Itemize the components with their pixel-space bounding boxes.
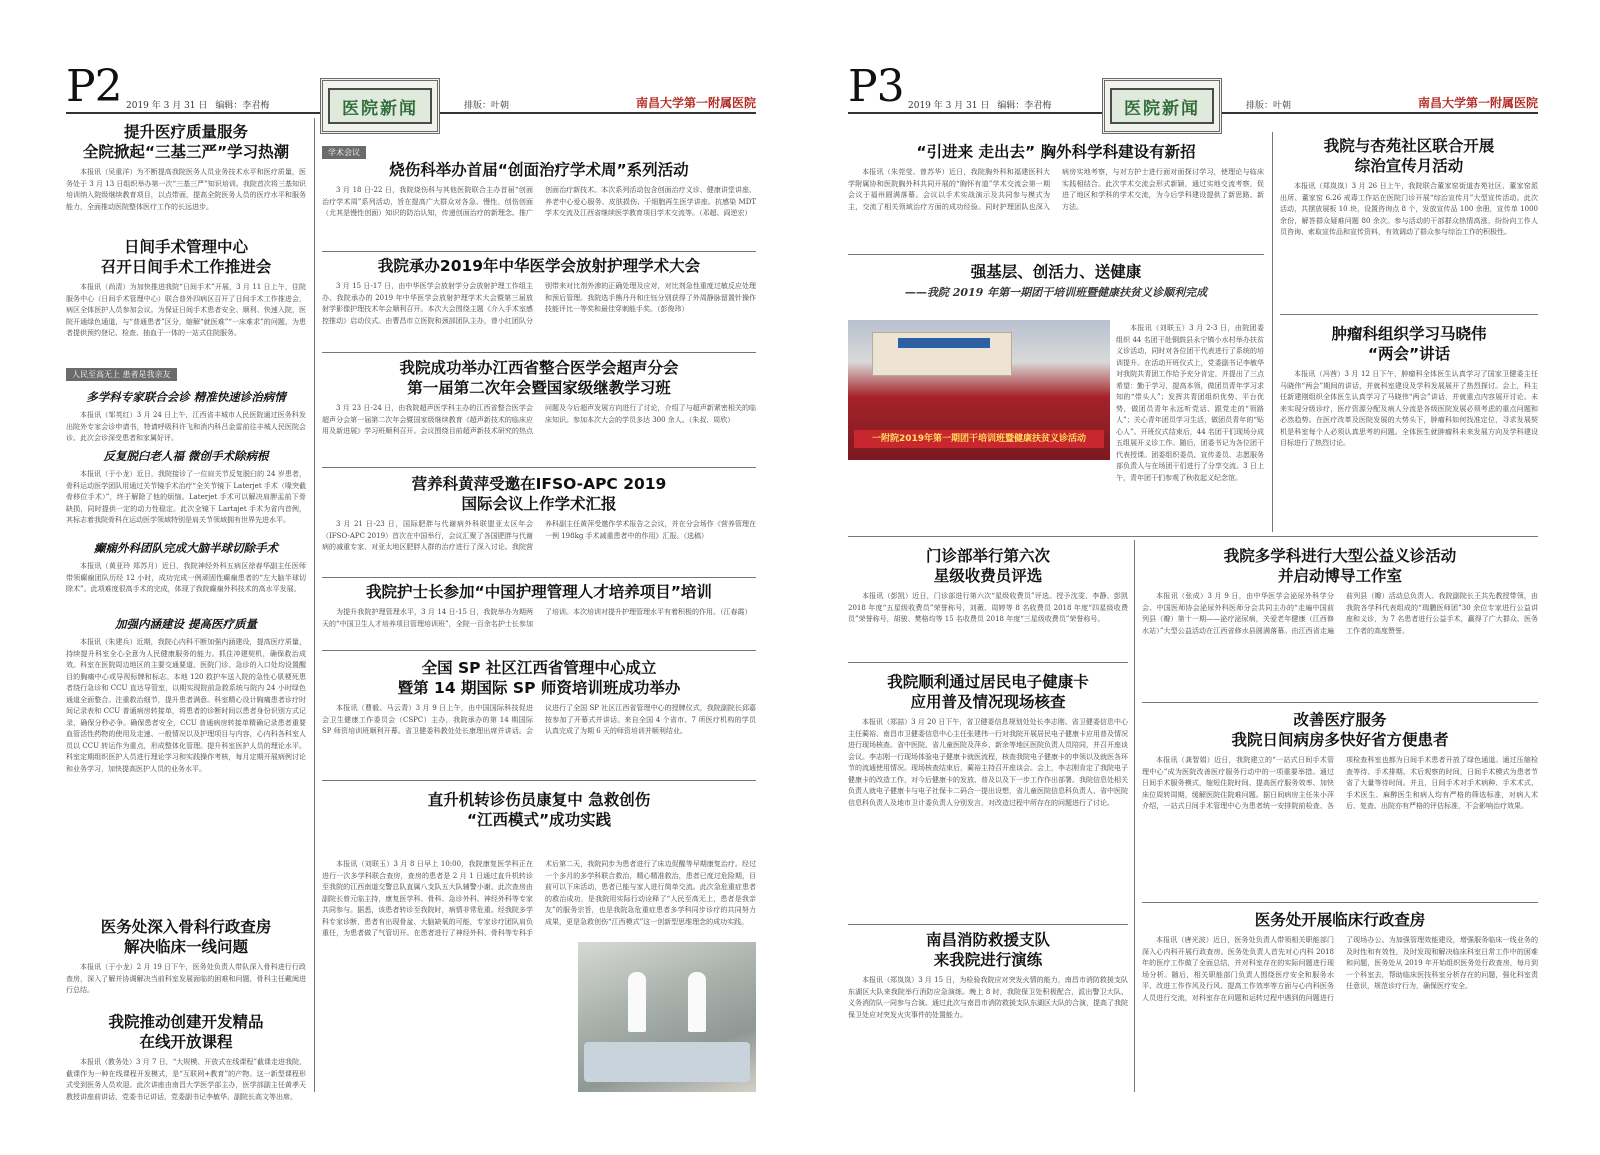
article[interactable] — [66, 536, 306, 612]
article[interactable] — [1142, 910, 1538, 1092]
article-title: 肿瘤科组织学习马晓伟 — [1331, 325, 1487, 343]
article-title: 应用普及情况现场核查 — [910, 693, 1066, 711]
article[interactable] — [1142, 546, 1538, 696]
group-photo — [848, 320, 1110, 460]
article-title: 直升机转诊伤员康复中 急救创伤 — [427, 791, 651, 809]
issue-date: 2019 年 3 月 31 日 — [908, 101, 990, 111]
article-title: 营养科黄萍受邀在IFSO-APC 2019 — [411, 475, 667, 493]
article-body: 本报讯（吴重洋）为不断提高我院医务人员业务技术水平和医疗质量，医务处于 3 月 13 日组织举办第一次“三基三严”知识培训。我院首次将三基知识培训纳入院级继续教育项目，以点带面，提高全院医务人员的医疗水平和服务能力，全面推动医院整体医疗工作的长远进步。 — [66, 168, 306, 211]
article-title: 我院日间病房多快好省方便患者 — [1231, 731, 1449, 749]
article-body: 3 月 15 日-17 日，由中华医学会放射学分会放射护理工作组主办、我院承办的 2019 年中华医学会放射护理学术大会暨第三届放射学影像护理技术年会顺利召开。本次大会围绕主题《介入手术室感控推动》启动仪式。由曹昌市立医院和颈部团队主办，曾小红团队分别带来对比剂外渗的正确处理及应对，对比剂急性重度过敏反应处理和预后管理。我院选手熊丹丹和庄钰分别获得了外周静脉留置针操作技能评比一等奖和最佳穿刺能手奖。（彭俊玮） — [322, 282, 756, 325]
article-title: 星级收费员评选 — [933, 567, 1043, 585]
hospital-name: 南昌大学第一附属医院 — [1417, 96, 1538, 110]
article[interactable] — [322, 160, 756, 248]
article-title: 烧伤科举办首届“创面治疗学术周”系列活动 — [389, 161, 689, 179]
article-headline[interactable] — [848, 262, 1264, 314]
divider — [322, 251, 756, 252]
divider — [1142, 702, 1538, 703]
article-title: 国际会议上作学术汇报 — [461, 495, 617, 513]
article[interactable] — [66, 237, 306, 357]
article-title: 提升医疗质量服务 — [123, 123, 248, 141]
article-body: 本报讯（郑岚岚）3 月 15 日，为检验我院应对突发火情的能力，南昌市消防救援支队东湖区大队来我院举行消防应急演练。晚上 8 时，我院保卫处积极配合，派出警卫大队、义务消防队一同参与合演。通过此次与南昌市消防救援支队东湖区大队的合演，提高了我院保卫处应对突发火灾事件的处置能力。 — [848, 976, 1128, 1019]
divider — [1280, 314, 1538, 315]
article-title: 我院护士长参加“中国护理管理人才培养项目”培训 — [366, 583, 712, 601]
article-body: 本报讯（张成）3 月 9 日，由中华医学会泌尿外科学分会、中国医师协会泌尿外科医师分会共同主办的“走遍中国前列县（瓣）第十一期——泌疗泌尿病，关爱老年健康（江西修水站）”大型公益活动在江西省修水县圆满落幕。由江西省走遍前列县（瓣）活动总负责人、我院副院长王共先教授带领，由我院各学科代表组成的“瑞鹏医师团”30 余位专家进行公益讲座和义诊，为 7 名患者进行公益手术，赢得了广大群众、医务工作者的高度赞誉。 — [1142, 592, 1538, 635]
article-title: 来我院进行演练 — [933, 951, 1043, 969]
layout-credit: 排版：叶朝 — [1246, 101, 1292, 111]
article-title: 门诊部举行第六次 — [925, 547, 1050, 565]
article-title: 癫痫外科团队完成大脑半球切除手术 — [94, 541, 278, 555]
hospital-name: 南昌大学第一附属医院 — [635, 96, 756, 110]
issue-date: 2019 年 3 月 31 日 — [126, 101, 208, 111]
article-body: 为提升我院护理管理水平，3 月 14 日-15 日，我院举办为期两天的“中国卫生人才培养项目管理培训班”，全院一百余名护士长参加了培训。本次培训对提升护理管理水平有着积极的作用。（江春霞） — [322, 608, 752, 628]
page-p2 — [66, 61, 756, 1101]
article-body: 本报讯（彭凯）近日，门诊部进行第六次“星级收费员”评选。授予沈雯、李静、彭凯 2018 年度“五星级收费员”荣誉称号，刘薇、周婷等 8 名收费员 2018 年度“四星级收费员”荣誉称号，胡骏、樊格均等 15 名收费员 2018 年度“三星级收费员”荣誉称号。 — [848, 592, 1128, 623]
article[interactable] — [1142, 710, 1538, 900]
article[interactable] — [66, 612, 306, 904]
article[interactable] — [322, 474, 756, 576]
editor: 编辑：李君梅 — [215, 101, 270, 111]
divider — [848, 924, 1128, 925]
article-body: 本报讯（刘联玉）3 月 8 日早上 10:00，我院康复医学科正在进行一次多学科联合查房，查房的患者是 2 月 1 日通过直升机转诊至我院的江西南道交警总队直属八支队五大队辅警小谢。此次查房由副院长曾元临主持，康复医学科、骨科、急诊外科、神经外科等专家共同参与。据悉，该患者转诊至我院时，病情非常危重。经我院多学科专家诊断，患者有出现骨盆、大脑缺氧的可能，专家诊疗团队肩负重任，为患者做了气管切开。在患者进行了神经外科、骨科等专科手术后第二天，我院同步为患者进行了床边促醒等早期康复治疗。经过一个多月的多学科联合救治，精心精准救治，患者已度过危险期，目前可以下床活动，患者已能与家人进行简单交流。此次急危重症患者的救治成功，是我院用实际行动诠释了“人民至高无上，患者是我亲友”的服务宗旨，也是我院急危重症患者多学科同步诊疗的共同努力成果，更是急救创伤“江西模式”这一创新型思维理念的成功实践。 — [322, 860, 756, 937]
article-body: 3 月 18 日-22 日，我院烧伤科与其他医院联合主办首届“创面治疗学术周”系列活动，旨在提高广大群众对各急、慢性、创伤创面（尤其是慢性创面）知识的防治认知，传递创面治疗的新理念。推广创面治疗新技术。本次系列活动包含创面治疗义诊、健康讲堂讲座、养老中心爱心服务、皮肤损伤、干细胞再生医学讲座。抗感染 MDT 学术交流及江西省继续医学教育项目学术交流等。（邓超、阎逆宏） — [322, 186, 756, 217]
article-title: 我院与杏苑社区联合开展 — [1323, 137, 1495, 155]
article-title: 第一届第二次年会暨国家级继教学习班 — [407, 379, 671, 397]
article[interactable] — [848, 142, 1264, 252]
article[interactable] — [1116, 318, 1264, 532]
article-title: 我院承办2019年中华医学会放射护理学术大会 — [377, 257, 701, 275]
column-divider — [1134, 540, 1135, 1092]
article-title: 加强内涵建设 提高医疗质量 — [114, 617, 257, 631]
article-title: 强基层、创活力、送健康 — [970, 263, 1142, 281]
article[interactable] — [848, 672, 1128, 922]
patient-bed — [584, 1042, 750, 1082]
article[interactable] — [322, 256, 756, 348]
article[interactable] — [1280, 136, 1538, 306]
divider — [322, 577, 756, 578]
article[interactable] — [66, 385, 306, 449]
date-editor-bar — [126, 98, 316, 111]
section-banner — [1102, 78, 1222, 134]
article-body: 本报讯（刘联玉）3 月 2-3 日，由院团委组织 44 名团干赴铜鼓县永宁镇小水村举办扶贫义诊活动，同时对各位团干代表进行了系统的培训提升。在活动开班仪式上，党委副书记李敏华对我院共青团工作给予充分肯定，并提出了三点希望：勤于学习，提高本领，做团员青年学习求知的“带头人”；发挥共青团组织优势、平台优势，做团员青年永远听党话、跟党走的“领路人”；关心青年团员学习生活，做团员青年的“贴心人”。开班仪式结束后，44 名团干们现场分成五组展开义诊工作。随后，团委书记为各位团干代表授课。团委组织委员、宣传委员、志愿服务部负责人与在场团干们进行了分享交流。3 日上午，青年团干们参观了秋收起义纪念馆。 — [1116, 324, 1264, 482]
column-divider — [314, 118, 315, 1092]
article-title: 暨第 14 期国际 SP 师资培训班成功举办 — [397, 679, 681, 697]
layout-credit: 排版：叶朝 — [464, 101, 510, 111]
article[interactable] — [848, 930, 1128, 1092]
article-title: 改善医疗服务 — [1293, 711, 1387, 729]
article-title: 医务处开展临床行政查房 — [1254, 911, 1426, 929]
article-subtitle: ——我院 2019 年第一期团干培训班暨健康扶贫义诊顺利完成 — [904, 286, 1208, 299]
article-body: 3 月 21 日-23 日，国际肥胖与代谢病外科联盟亚太区年会（IFSO-APC 2019）首次在中国举行，会议汇聚了各国肥胖与代谢病的减重专家、对亚太地区肥胖人群的治疗进行了深入讨论。我院营养科副主任黄萍受邀作学术报告之会议，并在分会场作《营养管理在一例 198kg 手术减重患者中的作用》汇报。（选稿） — [322, 520, 756, 551]
article-title: 我院推动创建开发精品 — [108, 1013, 264, 1031]
article-body: 本报讯（郑岚岚）3 月 26 日上午，我院联合董家窑街道杏苑社区、董家窑派出所、董家窑 6.26 戒毒工作站在医院门诊开展“综治宣传月”大型宣传活动。此次活动，共摆放展板 10 块，设置咨询点 8 个，发放宣传品 100 余册，宣传单 1000 余份，解答群众疑难问题 80 余次。参与活动的干部群众热情高涨，纷纷向工作人员咨询、索取宣传品和宣传资料，有效调动了群众参与综治工作的积极性。 — [1280, 182, 1538, 236]
article-body: 本报讯（尚清）为加快推进我院“日间手术”开展，3 月 11 日上午，住院服务中心（日间手术管理中心）联合普外四病区召开了日间手术工作推进会，病区全体医护人员参加会议。为保证日间手术患者安全、顺利、快速入院，医院开通绿色通道，与“普通患者”区分，缩解“就医难”“一床难求”的问题，为患者提供预约登记、检查、抽血于一体的一站式住院服务。 — [66, 283, 306, 337]
article[interactable] — [66, 122, 306, 240]
divider — [848, 662, 1128, 663]
divider — [322, 467, 756, 468]
article-body: 本报讯（郑喆）3 月 20 日下午，省卫健委信息规划处处长李志刚、省卫健委信息中心主任蔺裕、南昌市卫健委信息中心主任张建伟一行对我院开展居民电子健康卡应用普及情况进行现场核查。省中医院、省儿童医院及萍乡、新余等地区医院负责人员陪同，并召开座谈会议。李志刚一行现场体验电子健康卡就医流程，核查我院电子健康卡的申领以及就医各环节的流通使用情况。现场核查结束后，蔺裕主持召开座谈会。会上，李志刚肯定了我院电子健康卡的改造工作，对今后健康卡的发放、普及以及下一步工作作出部署。我院信息处相关负责人就电子健康卡与电子社保卡二码合一提出设想，省儿童医院信息科负责人、省中医院信息科负责人及地市卫计委负责人分别发言，对改造过程中所存在的问题进行了讨论。 — [848, 718, 1128, 807]
column-divider — [1272, 132, 1273, 532]
article-body: 本报讯（朱莞莹、曾苏华）近日，我院胸外科和福建医科大学附属协和医院胸外科共同开展的“胸怀有道”学术交流会第一期会议于福州圆满落幕。会议以手术实战演示及共同参与模式为主，交流了相关领域治疗方面的成功经验。同时护理团队也深入病房实地考察，与对方护士进行面对面探讨学习，使理论与临床实践相结合。此次学术交流会形式新颖，通过实地交流考察，促进了地区和学科的学术交流，为今后学科建设提供了新思路、新方法。 — [848, 168, 1264, 211]
article-title: 南昌消防救援支队 — [925, 931, 1050, 949]
article-title: 我院多学科进行大型公益义诊活动 — [1223, 547, 1457, 565]
doctor-figure — [628, 972, 646, 1032]
article-body: 本报讯（于小龙）2 月 19 日下午，医务处负责人带队深入骨科进行行政查房，深入了解并协调解决当前科室发展面临的困难和问题，骨科主任戴闽进行总结。 — [66, 963, 306, 994]
section-tag-text: 学术会议 — [322, 146, 366, 159]
page-number: P2 — [66, 61, 122, 112]
article-body: 本报讯（朱建兵）近期，我院心内科不断加强内涵建设，提高医疗质量，持续提升科室全心全意为人民健康服务的能力。抓住冲建契机，确保救治成效。科室在医院周边地区的主要交通要道、医院门诊、急诊的入口处均设置醒目的胸痛中心或导视标牌和标志。本地 120 救护车送入院的急性心肌梗死患者绕行急诊和 CCU 直达导管室，以期实现院前急救系统与院内 24 小时绿色通道全面整合。注重救治细节，提升患者满意。科室精心设计胸痛患者诊疗时间记录表和 CCU 普通病房转接单，将患者的诊断时间以患者身份识别方式记录，确保分秒必争。确保患者安全，CCU 普通病房转接单精确记录患者重要血管活性药物的使用及走速、一般情况以及护理项目与内容，心内科各科室人员以 CCU 转运作为重点，形成整体化管理。提升科室医护人员的理论水平。科室定期组织医护人员进行理论学习和实践操作考核，每月定期开展病例讨论和业务学习，加快提高医护人员的业务水平。 — [66, 638, 306, 773]
article-title: 医务处深入骨科行政查房 — [100, 918, 272, 936]
section-tag-text: 人民至高无上 患者是我亲友 — [66, 368, 177, 381]
divider — [322, 352, 756, 353]
article-body: 3 月 23 日-24 日，由我院超声医学科主办的江西省整合医学会超声分会第一届第二次年会暨国家级继续教育《超声新技术的临床应用及新进展》学习班顺利召开。会议围绕目前超声新技术研究的热点问题及今后超声发展方向进行了讨论，介绍了与超声新紧密相关的临床知识。参加本次大会的学员多达 300 余人。（朱叔、周欣） — [322, 404, 756, 435]
article[interactable] — [322, 358, 756, 464]
article-title: 并启动博导工作室 — [1277, 567, 1402, 585]
article-body: 本报讯（冯茜）3 月 12 日下午，肿瘤科全体医生认真学习了国家卫健委主任马晓伟“两会”期间的讲话，并就科室建设及学科发展展开了热烈探讨。会上，科主任新建刚组织全体医生认真学习了马晓伟“两会”讲话，并就重点内容展开讨论。未来实现分级诊疗，医疗资源分配及病人分流是各级医院发展必须考虑的重点问题和必然趋势。在医疗改革及医院发展的大势头下，肿瘤科如何找准定位，寻求发展契机是科室每个人必须认真思考的问题。全体医生就肿瘤科未来发展方向及学科建设目标进行了热烈讨论。 — [1280, 370, 1538, 447]
article[interactable] — [66, 917, 306, 1012]
article-title: 全院掀起“三基三严”学习热潮 — [82, 143, 290, 161]
article-body: 本报讯（曹毅、马云青）3 月 9 日上午，由中国国际科技促进会卫生健康工作委员会（CSPC）主办，我院承办的第 14 期国际 SP 师资培训班顺利开幕。省卫健委科教处处长康理出席并讲话。会议进行了全国 SP 社区江西省管理中心的授牌仪式，我院副院长邱嘉按参加了开幕式并讲话。来自全国 4 个省市、7 所医疗机构的学员认真完成了为期 6 天的师资培训并顺利结业。 — [322, 704, 756, 735]
section-tag — [322, 140, 756, 158]
article-title: “江西模式”成功实践 — [466, 811, 612, 829]
article[interactable] — [66, 444, 306, 536]
article-title: 综治宣传月活动 — [1354, 157, 1464, 175]
photo-banner: 一附院2019年第一期团干培训班暨健康扶贫义诊活动 — [854, 430, 1104, 448]
article-title: “两会”讲话 — [1367, 345, 1451, 363]
article-title: 反复脱臼老人福 微创手术除病根 — [103, 449, 269, 463]
section-banner-text: 医院新闻 — [1124, 98, 1200, 119]
hospital-ward-photo — [578, 942, 756, 1092]
divider — [322, 780, 756, 781]
doctor-figure — [688, 972, 706, 1032]
divider — [848, 536, 1538, 537]
divider — [848, 254, 1264, 255]
article-body: 本报讯（于小龙）近日，我院接诊了一位肩关节反复脱臼的 24 岁患者，骨科运动医学团队用通过关节镜手术治疗“全关节镜下 Laterjet 手术（喙突截骨移位手术）”，终于解除了他的烦恼。Laterjet 手术可以解决肩胛盂前下骨缺损，同时提供一定的动力性稳定。此次全镜下 Lartajet 手术为省内首例，其标志着我院骨科在运动医学领域特别是肩关节领域拥有世界先进水平。 — [66, 470, 306, 524]
article-body: 本报讯（教务处）3 月 7 日，“大规模、开放式在线课程”截课走进我院，截课作为一种在线课程开发模式，是“互联网+教育”的产物。这一新型课程形式受到医务人员欢迎。此次讲座由南昌大学医学部主办，医学部副主任黄孝天教授讲座前讲话，党委书记讲话，党委副书记李敏华、副院长高文等出席。 — [66, 1058, 306, 1101]
article-title: 我院顺利通过居民电子健康卡 — [887, 673, 1089, 691]
article-title: 多学科专家联合会诊 精准快速诊治病情 — [86, 390, 286, 404]
article-title: “引进来 走出去” 胸外科学科建设有新招 — [916, 143, 1196, 161]
article-title: 全国 SP 社区江西省管理中心成立 — [421, 659, 657, 677]
article-body: 本报讯（唐光波）近日，医务处负责人带领相关职能部门深入心内科开展行政查房。医务处负责人首先对心内科 2018 年的医疗工作做了全面总结，并对科室存在的实际问题进行现场分析。随后，相关职能部门负责人围绕医疗安全和服务水平、改进工作作风及行风、提高工作效率等方面与心内科医务人员进行交流，对科室存在问题和运转过程中遇到的问题进行了现场办公。为加强管理效能建设，增强服务临床一线业务的及时性和有效性，及时发现和解决临床科室日常工作中的困难和问题，医务处从 2019 年开始组织医务处行政查房，每月到一个科室去，帮助临床医技科室分析存在的问题，强化科室责任意识，规范诊疗行为，确保医疗安全。 — [1142, 936, 1538, 1002]
page-number: P3 — [848, 61, 904, 112]
editor: 编辑：李君梅 — [997, 101, 1052, 111]
article-title: 日间手术管理中心 — [123, 238, 248, 256]
article-body: 本报讯（邹英红）3 月 24 日上午，江西省丰城市人民医院通过医务科发出院外专家会诊申请书，特请呼吸科许飞和消内科吕金雷前往丰城人民医院会诊。此次会诊深受患者和家属好评。 — [66, 411, 306, 442]
divider — [322, 650, 756, 651]
article-title: 在线开放课程 — [139, 1033, 233, 1051]
building-sign — [898, 338, 990, 348]
article-title: 我院成功举办江西省整合医学会超声分会 — [399, 359, 679, 377]
article-headline[interactable] — [322, 790, 756, 854]
article[interactable] — [848, 546, 1128, 656]
article[interactable] — [66, 1012, 306, 1101]
article[interactable] — [322, 658, 756, 778]
page-p3 — [848, 62, 1538, 1092]
date-editor-bar — [908, 98, 1098, 111]
article-title: 解决临床一线问题 — [123, 938, 248, 956]
section-banner-text: 医院新闻 — [342, 98, 418, 119]
article[interactable] — [322, 582, 756, 646]
divider — [1142, 902, 1538, 903]
article-title: 召开日间手术工作推进会 — [100, 258, 272, 276]
section-tag — [66, 362, 306, 380]
section-banner — [320, 78, 440, 134]
article-body: 本报讯（黄亚玲 郑苏月）近日，我院神经外科五病区徐春华副主任医师带领癫痫团队历经 12 小时，成功完成一例顽固性癫痫患者的“左大脑半球切除术”。此项难度很高手术的完成，体现了我院癫痫外科技术的高水平发展。 — [66, 562, 306, 593]
article-body: 本报讯（龚智娟）近日，我院建立的“一站式日间手术管理中心”成为医院改善医疗服务行动中的一项重要举措。通过日间手术服务模式，缩短住院时间、提高医疗服务效率、加快床位周转周期，缓解医院住院难问题。据日间病房主任朱小萍介绍，一站式日间手术管理中心为患者统一安排院前检查、各项检查科室也都为日间手术患者开放了绿色通道。通过压缩检查等待、手术排期、术后观察的时间，日间手术模式为患者节省了大量等待时间。并且，日间手术对手术病种、手术术式、手术医生、麻醉医生和病人均有严格的筛选标准，对病人术后、复查、出院亦有严格的评估标准，不会影响治疗效果。 — [1142, 756, 1538, 810]
article[interactable] — [1280, 324, 1538, 532]
